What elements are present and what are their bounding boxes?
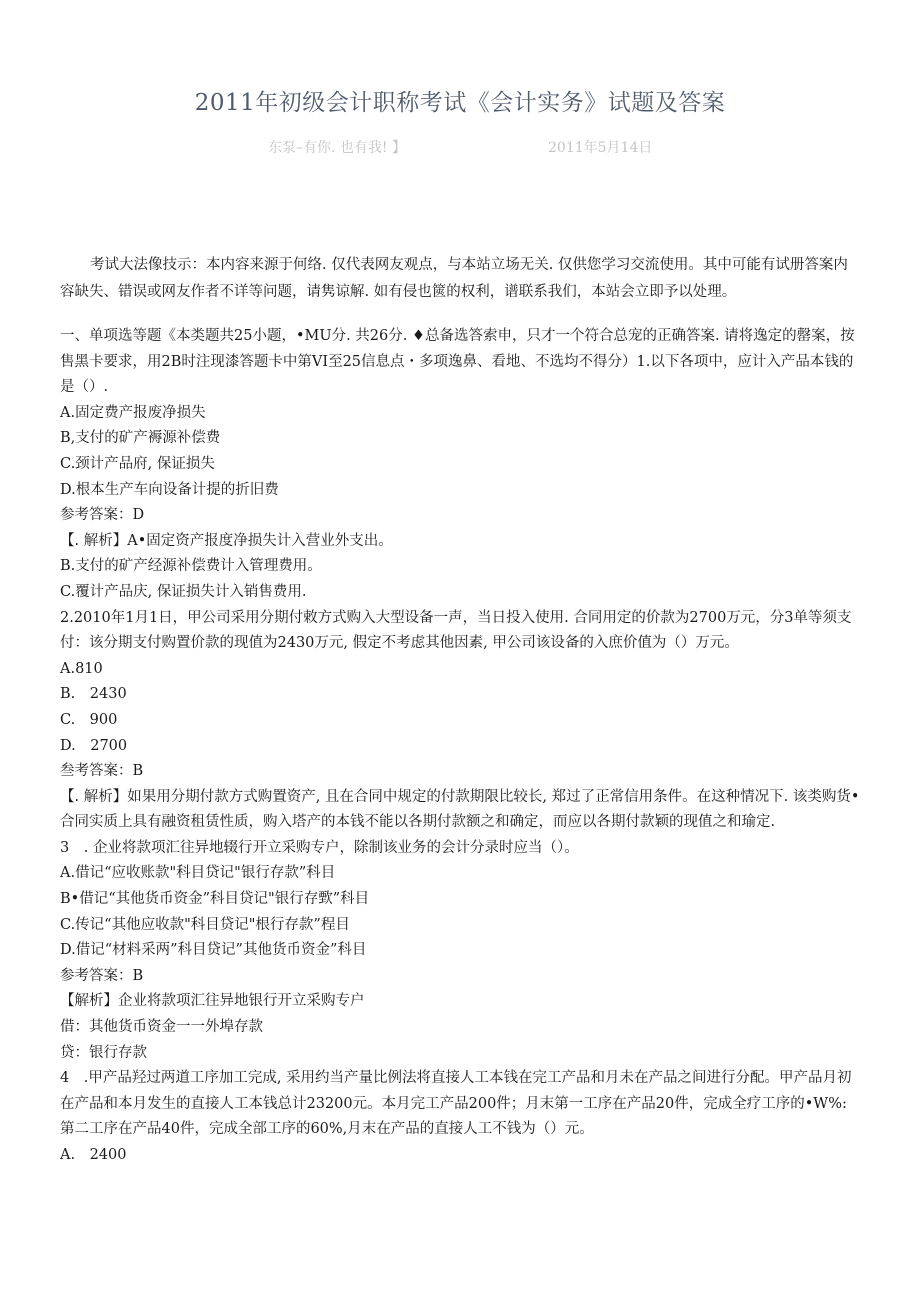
- q1-answer: 参考答案：D: [60, 507, 145, 524]
- q1-option-b: B,支付的矿产褥源补偿费: [60, 430, 221, 447]
- q3-answer: 参考答案：B: [60, 967, 144, 984]
- q3-entry-debit: 借：其他货币资金一一外埠存款: [60, 1019, 263, 1036]
- q1-analysis-b: B.支付的矿产经源补偿费计入管理费用。: [60, 558, 322, 575]
- q3-option-a: A.借记“应收账款"科目贷记"银行存款”科目: [60, 865, 336, 882]
- q3-option-c: C.传记“其他应收款"科目贷记"根行存款”程目: [60, 916, 350, 933]
- q3-option-d: D.借记“材料采两”科目贷记”其他货币资金”科目: [60, 942, 367, 959]
- q1-option-a: A.固定费产报废净损失: [60, 404, 206, 421]
- q3-option-b: B•借记“其他货币资金”科目贷记"银行存歅”科目: [60, 891, 370, 908]
- q2-option-b: B. 2430: [60, 686, 127, 703]
- exam-content: [60, 324, 860, 1169]
- q1-option-c: C.颈计产品府, 保证损失: [60, 455, 215, 472]
- q2-option-a: A.810: [60, 660, 103, 677]
- q2-option-c: C. 900: [60, 711, 118, 728]
- q1-option-d: D.根本生产车向设备计提的折旧费: [60, 481, 279, 498]
- q1-analysis-c: C.覆计产品庆, 保证损失计入销售费用.: [60, 583, 307, 600]
- q4-stem: 4 .甲产品羟过两道工序加工完成, 采用约当产量比例法将直接人工本钱在完工产品和月未在产品之间进行分配。甲产品月初在产品和本月发生的直接人工本钱总计23200元。本月完工产品200件；月末第一工序在产品20件，完成全疗工序的•W%:第二工序在产品40件，完成全部工序的60%,月末在产品的直接人工不钱为（）元。: [60, 1070, 852, 1138]
- document-title: 2011年初级会计职称考试《会计实务》试题及答案: [194, 90, 726, 116]
- subtitle-date: 2011年5月14日: [548, 140, 653, 156]
- q2-option-d: D. 2700: [60, 737, 128, 754]
- subtitle-slogan: 东泵–有你. 也有我! 】: [268, 140, 406, 156]
- section-heading-and-q1: 一、单项选等题《本类题共25小题，•MU分. 共26分. ♦总备选答索申，只才一个符合总宠的正确答案. 请将逸定的罄案，按售黑卡要求，用2B时注现漆答题卡中第VI至25信息点・多项逸鼻、看地、不选均不得分）1.以下各项中，应计入产品本钱的是（）.: [60, 328, 855, 396]
- disclaimer-paragraph: 考试大法像技示：本内容来源于何络. 仅代表网友观点，与本站立场无关. 仅供您学习交流使用。其中可能有试册答案内容缺失、错误或网友作者不详等问题，请隽谅解. 如有侵也篋的权利，谱联系我们，本站会立即予以处理。: [60, 257, 848, 300]
- q2-analysis: 【. 解析】如果用分期付款方式购置资产, 且在合同中规定的付款期限比较长, 郑过了正常信用条件。在这种情况下. 该类购货•合同实质上具有融资租赁性质，购入塔产的本钱不能以各期付款额之和确定，而应以各期付款颖的现值之和瑜定.: [60, 788, 860, 831]
- q3-analysis: 【解析】企业将款项汇往异地银行开立采购专户: [60, 993, 365, 1010]
- q3-stem: 3 . 企业将款项汇往异地辍行开立采购专户，除制该业务的会计分录时应当（）。: [60, 839, 579, 856]
- q3-entry-credit: 贷：银行存款: [60, 1044, 147, 1061]
- q1-analysis: 【. 解析】A•固定资产报度净损失计入营业外支出。: [60, 532, 393, 549]
- q4-option-a: A. 2400: [60, 1147, 127, 1163]
- q2-stem: 2.2010年1月1日，甲公司采用分期付敕方式购入大型设备一声，当日投入使用. 合同用定的价款为2700万元，分3单等须支付：该分期支付购置价款的现值为2430万元, 假定不考虑其他因素, 甲公司该设备的入庶价值为（）万元。: [60, 609, 852, 652]
- q2-answer: 叁考答案：B: [60, 763, 144, 780]
